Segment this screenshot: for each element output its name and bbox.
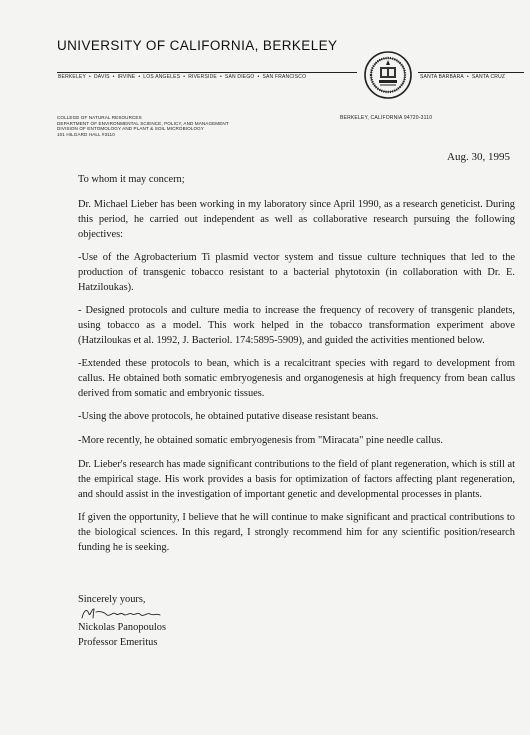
mailing-address: BERKELEY, CALIFORNIA 94720-3110 xyxy=(340,115,433,121)
paragraph: Dr. Michael Lieber has been working in my laboratory since April 1990, as a research geneticist. During this period, he carried out independent as well as collaborative research pursuing the following objectives: xyxy=(78,199,515,240)
paragraph: -Using the above protocols, he obtained putative disease resistant beans. xyxy=(78,411,379,422)
university-name: UNIVERSITY OF CALIFORNIA, BERKELEY xyxy=(57,38,338,53)
letter-date: Aug. 30, 1995 xyxy=(447,151,510,163)
campus-name: SAN FRANCISCO xyxy=(262,74,307,80)
campus-name: RIVERSIDE xyxy=(188,74,217,80)
campus-name: IRVINE xyxy=(117,74,136,80)
signer-name: Nickolas Panopoulos xyxy=(78,622,167,633)
campus-name: BERKELEY xyxy=(58,74,87,80)
department-line: DIVISION OF ENTOMOLOGY AND PLANT & SOIL MICROBIOLOGY xyxy=(57,126,204,132)
campus-name: DAVIS xyxy=(93,74,110,80)
department-block xyxy=(57,115,229,137)
paragraph: If given the opportunity, I believe that he will continue to make significant and practical contributions to the biological sciences. In this regard, I strongly recommend him for any scientific position/research funding he is seeking. xyxy=(78,512,515,553)
salutation: To whom it may concern; xyxy=(78,174,185,185)
closing: Sincerely yours, xyxy=(78,594,146,605)
signer-title: Professor Emeritus xyxy=(78,637,158,648)
paragraph: -Extended these protocols to bean, which is a recalcitrant species with regard to development from callus. He obtained both somatic embryogenesis and organogenesis at high frequency from bean callus derived from somatic and embryonic tissues. xyxy=(78,358,515,399)
campus-name: SANTA BARBARA xyxy=(420,74,464,80)
signer-block xyxy=(78,620,166,650)
letterhead-rule-left xyxy=(57,72,357,73)
campus-name: SAN DIEGO xyxy=(224,74,255,80)
paragraph: Dr. Lieber's research has made significant contributions to the field of plant regeneration, which is still at the empirical stage. His work provides a basis for optimization of factors affecting plant regeneration, and should assist in the investigation of important genetic and developmental processes in plants. xyxy=(78,459,515,500)
university-seal-icon xyxy=(363,50,413,100)
department-line: 101 HILGARD HALL #3110 xyxy=(57,131,115,137)
paragraph: -Use of the Agrobacterium Ti plasmid vector system and tissue culture techniques that led to the production of transgenic tobacco resistant to a bacterial phytotoxin (in collaboration with Dr. E. Hatziloukas). xyxy=(78,252,515,293)
campus-list-left: BERKELEY • DAVIS • IRVINE • LOS ANGELES • RIVERSIDE • SAN DIEGO • SAN FRANCISCO xyxy=(58,74,307,80)
paragraph: -More recently, he obtained somatic embryogenesis from "Miracata" pine needle callus. xyxy=(78,435,443,446)
department-line: COLLEGE OF NATURAL RESOURCES xyxy=(57,115,142,120)
letterhead-rule-right xyxy=(418,72,524,73)
campus-name: SANTA CRUZ xyxy=(471,74,506,80)
campus-name: LOS ANGELES xyxy=(143,74,181,80)
campus-list-right: SANTA BARBARA • SANTA CRUZ xyxy=(420,74,506,80)
department-line: DEPARTMENT OF ENVIRONMENTAL SCIENCE, POLICY, AND MANAGEMENT xyxy=(57,120,229,126)
paragraph: - Designed protocols and culture media to increase the frequency of recovery of transgenic plandets, using tobacco as a model. This work helped in the tobacco transformation experiment above (Hatziloukas et al. 1992, J. Bacteriol. 174:5895-5909), and guided the activities mentioned below. xyxy=(78,305,515,346)
letter-body xyxy=(78,172,515,563)
